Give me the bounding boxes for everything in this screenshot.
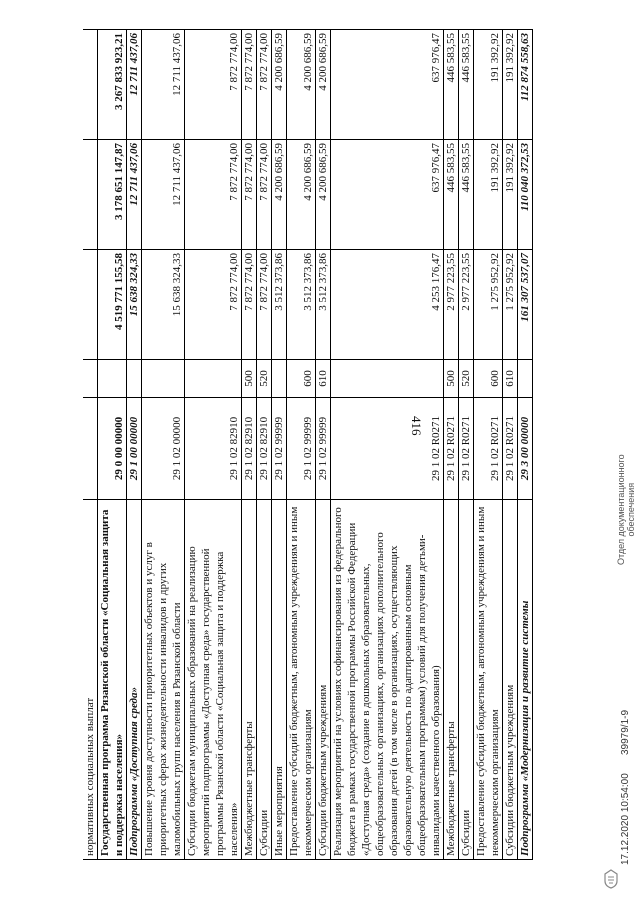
row-expense-type [83,360,98,398]
row-expense-type [185,360,242,398]
row-value-2: 4 200 686,59 [316,140,331,250]
row-expense-type [518,360,533,398]
row-classifier: 29 1 02 99999 [272,398,287,500]
table-row [518,30,533,860]
row-value-3: 4 200 686,59 [287,30,316,140]
row-value-1: 2 977 223,55 [459,250,474,360]
page-footer [616,345,636,865]
row-value-1: 2 977 223,55 [444,250,459,360]
row-value-3: 191 392,92 [474,30,503,140]
row-value-2: 110 040 372,53 [518,140,533,250]
table-row [444,30,459,860]
row-name: Межбюджетные трансферты [242,500,257,860]
row-value-2: 4 200 686,59 [287,140,316,250]
row-value-2: 12 711 437,06 [142,140,185,250]
row-value-1: 7 872 774,00 [185,250,242,360]
row-value-1: 7 872 774,00 [242,250,257,360]
row-value-3: 446 583,55 [444,30,459,140]
row-expense-type [98,360,127,398]
row-name: Повышение уровня доступности приоритетных объектов и услуг в приоритетных сферах жизнедеятельности инвалидов и других маломобильных групп населения в Рязанской области [142,500,185,860]
row-expense-type [272,360,287,398]
row-value-1: 3 512 373,86 [316,250,331,360]
row-expense-type: 520 [257,360,272,398]
row-name: Предоставление субсидий бюджетным, автономным учреждениям и иным некоммерческим организациям [474,500,503,860]
row-expense-type: 500 [242,360,257,398]
table-row [316,30,331,860]
row-value-2 [83,140,98,250]
row-value-2: 191 392,92 [503,140,518,250]
footer-department [616,454,636,565]
row-name: Субсидии [257,500,272,860]
row-classifier: 29 3 00 00000 [518,398,533,500]
row-value-1: 7 872 774,00 [257,250,272,360]
row-classifier: 29 1 02 82910 [242,398,257,500]
table-row [127,30,142,860]
row-value-2: 637 976,47 [331,140,444,250]
row-value-3 [83,30,98,140]
row-classifier: 29 1 02 82910 [185,398,242,500]
table-row [98,30,127,860]
row-expense-type: 600 [474,360,503,398]
row-value-3: 446 583,55 [459,30,474,140]
row-name: Подпрограмма «Модернизация и развитие системы [518,500,533,860]
row-classifier: 29 1 02 99999 [316,398,331,500]
row-classifier [83,398,98,500]
row-value-3: 7 872 774,00 [257,30,272,140]
table-row [257,30,272,860]
row-name: Иные мероприятия [272,500,287,860]
row-expense-type [127,360,142,398]
row-name: Субсидии [459,500,474,860]
table-row [331,30,444,860]
page-number: 416 [409,416,424,436]
row-name: Субсидии бюджетным учреждениям [503,500,518,860]
table-row [242,30,257,860]
row-classifier: 29 1 02 99999 [287,398,316,500]
row-value-3: 637 976,47 [331,30,444,140]
row-value-1: 161 307 537,07 [518,250,533,360]
row-name: Реализация мероприятий на условиях софинансирования из федерального бюджета в рамках государственной программы Российской Федерации «Доступная среда» (создание в дошкольных образовательных, общеобразовательных организациях, организациях дополнительного образования детей (в том числе в организациях, осуществляющих образовательную деятельность по адаптированным основным общеобразовательным программам) условий для получения детьми-инвалидами качественного образования) [331,500,444,860]
table-row [474,30,503,860]
table-row [272,30,287,860]
row-value-3: 7 872 774,00 [185,30,242,140]
row-name: нормативных социальных выплат [83,500,98,860]
row-value-1: 3 512 373,86 [287,250,316,360]
budget-table-body [83,30,533,860]
row-expense-type: 610 [316,360,331,398]
row-expense-type: 500 [444,360,459,398]
row-expense-type: 600 [287,360,316,398]
table-row [503,30,518,860]
row-value-1 [83,250,98,360]
row-classifier: 29 1 02 R0271 [474,398,503,500]
row-value-1: 15 638 324,33 [127,250,142,360]
coat-of-arms-icon [600,868,622,890]
table-row [142,30,185,860]
row-classifier: 29 1 00 00000 [127,398,142,500]
row-value-1: 3 512 373,86 [272,250,287,360]
footer-department-line2: обеспечения [626,482,636,537]
row-value-1: 1 275 952,92 [503,250,518,360]
row-value-2: 7 872 774,00 [257,140,272,250]
row-value-3: 112 874 558,63 [518,30,533,140]
row-classifier: 29 1 02 R0271 [503,398,518,500]
row-expense-type [142,360,185,398]
row-name: Предоставление субсидий бюджетным, автономным учреждениям и иным некоммерческим организациям [287,500,316,860]
row-name: Подпрограмма «Доступная среда» [127,500,142,860]
row-name: Субсидии бюджетным учреждениям [316,500,331,860]
table-row [185,30,242,860]
row-expense-type: 610 [503,360,518,398]
row-expense-type: 520 [459,360,474,398]
row-classifier: 29 0 00 00000 [98,398,127,500]
row-value-3: 191 392,92 [503,30,518,140]
row-classifier: 29 1 02 00000 [142,398,185,500]
footer-doc-code: 39979/1-9 [620,709,631,755]
row-value-3: 3 267 833 923,21 [98,30,127,140]
row-value-1: 4 253 176,47 [331,250,444,360]
row-value-2: 446 583,55 [459,140,474,250]
row-value-2: 4 200 686,59 [272,140,287,250]
table-row [459,30,474,860]
row-value-2: 3 178 651 147,87 [98,140,127,250]
footer-timestamp: 17.12.2020 10:54:00 [620,773,631,865]
row-value-3: 4 200 686,59 [272,30,287,140]
row-classifier: 29 1 02 82910 [257,398,272,500]
row-value-3: 12 711 437,06 [142,30,185,140]
row-expense-type [331,360,444,398]
row-value-2: 7 872 774,00 [242,140,257,250]
table-row [287,30,316,860]
row-value-3: 4 200 686,59 [316,30,331,140]
row-value-1: 1 275 952,92 [474,250,503,360]
row-value-2: 446 583,55 [444,140,459,250]
footer-department-line1: Отдел документационного [616,454,626,565]
row-classifier: 29 1 02 R0271 [459,398,474,500]
budget-table [83,29,533,860]
row-value-2: 12 711 437,06 [127,140,142,250]
row-value-1: 4 519 771 155,58 [98,250,127,360]
row-value-3: 7 872 774,00 [242,30,257,140]
row-name: Межбюджетные трансферты [444,500,459,860]
row-name: Государственная программа Рязанской области «Социальная защита и поддержка населения» [98,500,127,860]
rotated-page [83,30,603,860]
table-row [83,30,98,860]
row-classifier: 29 1 02 R0271 [331,398,444,500]
row-name: Субсидии бюджетам муниципальных образований на реализацию мероприятий подпрограммы «Доступная среда» государственной программы Рязанской области «Социальная защита и поддержка населения» [185,500,242,860]
row-classifier: 29 1 02 R0271 [444,398,459,500]
row-value-3: 12 711 437,06 [127,30,142,140]
row-value-2: 7 872 774,00 [185,140,242,250]
row-value-2: 191 392,92 [474,140,503,250]
row-value-1: 15 638 324,33 [142,250,185,360]
